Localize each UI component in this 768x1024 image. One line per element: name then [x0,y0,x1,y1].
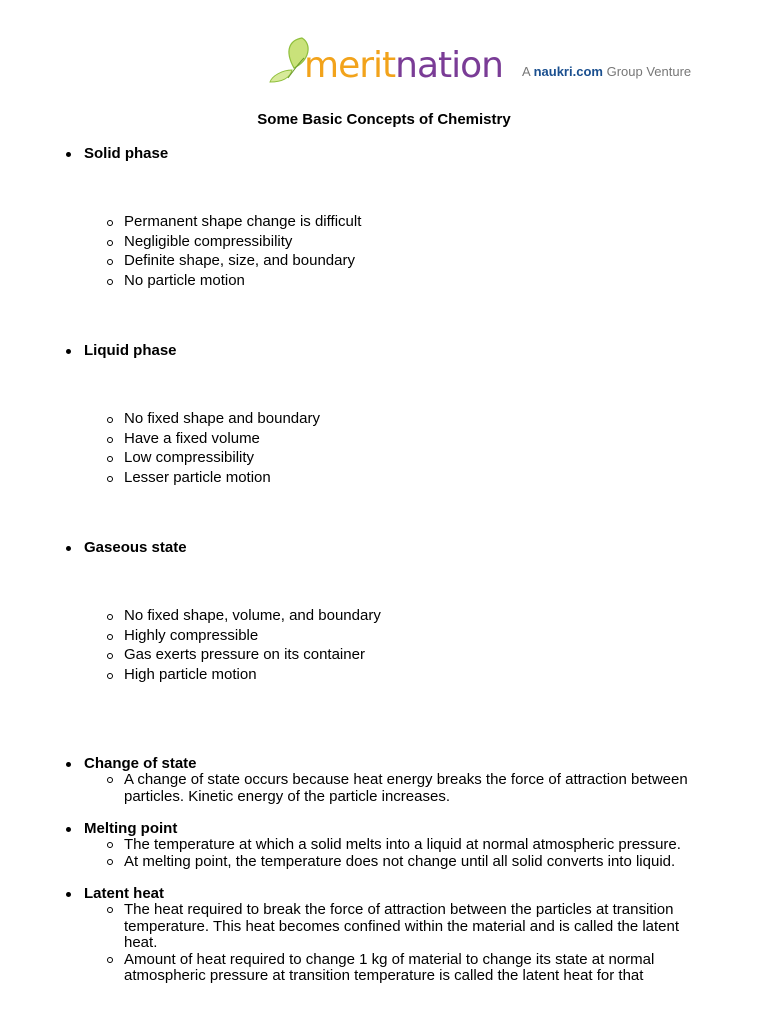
logo-brand: naukri.com [533,64,603,79]
circle-bullet-icon [107,673,113,679]
list-item: Negligible compressibility [124,233,293,250]
section-heading-solid-phase: Solid phase [84,145,169,162]
logo-nation-text: nation [395,45,503,86]
list-item: The temperature at which a solid melts into a liquid at normal atmospheric pressure. [124,836,681,853]
list-item: No fixed shape and boundary [124,410,320,427]
circle-bullet-icon [107,259,113,265]
circle-bullet-icon [107,456,113,462]
list-item: Low compressibility [124,449,255,466]
circle-bullet-icon [107,437,113,443]
circle-bullet-icon [107,476,113,482]
bullet-icon [66,349,71,354]
list-item: Permanent shape change is difficult [124,213,362,230]
circle-bullet-icon [107,957,113,963]
circle-bullet-icon [107,859,113,865]
list-item-line: The heat required to break the force of attraction between the particles at transition [124,901,674,918]
list-item: No particle motion [124,272,245,289]
bullet-icon [66,892,71,897]
circle-bullet-icon [107,653,113,659]
list-item-line: atmospheric pressure at transition temperature is called the latent heat for that [124,967,644,984]
circle-bullet-icon [107,240,113,246]
logo-merit-text: merit [304,45,396,86]
list-item: Have a fixed volume [124,430,260,447]
section-heading-change-of-state: Change of state [84,755,197,772]
section-heading-liquid-phase: Liquid phase [84,342,177,359]
meritnation-logo [268,34,728,94]
circle-bullet-icon [107,417,113,423]
list-item-line: particles. Kinetic energy of the particle increases. [124,788,450,805]
list-item: Highly compressible [124,627,259,644]
list-item: Definite shape, size, and boundary [124,252,355,269]
circle-bullet-icon [107,907,113,913]
logo-prefix: A [522,64,530,79]
list-item: No fixed shape, volume, and boundary [124,607,381,624]
list-item-line: Amount of heat required to change 1 kg of material to change its state at normal [124,951,655,968]
list-item: At melting point, the temperature does not change until all solid converts into liquid. [124,853,676,870]
bullet-icon [66,152,71,157]
list-item-line: temperature. This heat becomes confined within the material and is called the latent [124,918,680,935]
section-heading-gaseous-state: Gaseous state [84,539,187,556]
circle-bullet-icon [107,614,113,620]
logo-wordmark [304,46,503,86]
list-item: Gas exerts pressure on its container [124,646,365,663]
section-heading-melting-point: Melting point [84,820,178,837]
list-item-line: A change of state occurs because heat energy breaks the force of attraction between [124,771,688,788]
circle-bullet-icon [107,220,113,226]
circle-bullet-icon [107,279,113,285]
list-item-line: heat. [124,934,158,951]
logo-tagline [522,64,691,79]
section-heading-latent-heat: Latent heat [84,885,165,902]
circle-bullet-icon [107,842,113,848]
bullet-icon [66,827,71,832]
list-item: Lesser particle motion [124,469,271,486]
circle-bullet-icon [107,777,113,783]
bullet-icon [66,762,71,767]
bullet-icon [66,546,71,551]
list-item: High particle motion [124,666,257,683]
page-title: Some Basic Concepts of Chemistry [257,111,511,128]
circle-bullet-icon [107,634,113,640]
logo-suffix: Group Venture [606,64,692,79]
